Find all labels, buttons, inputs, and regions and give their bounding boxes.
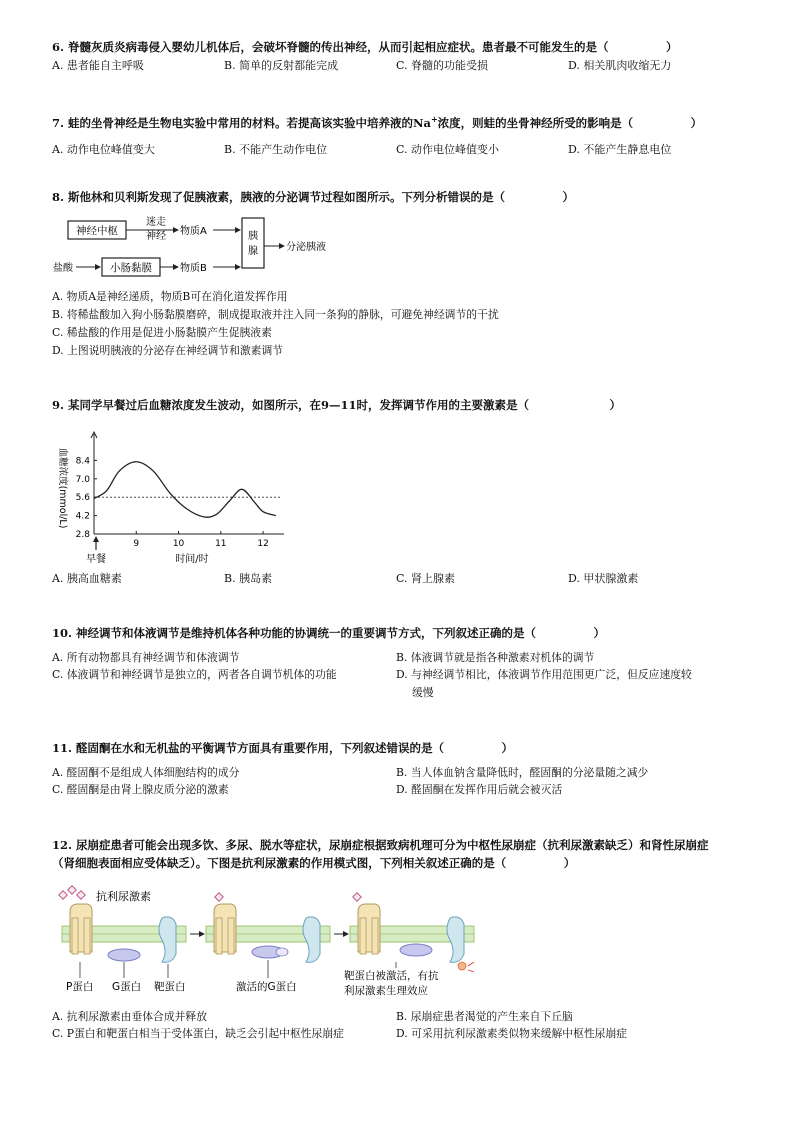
- small-intestine-label: 小肠黏膜: [110, 262, 152, 274]
- option-c: C. 肾上腺素: [396, 572, 456, 585]
- membrane-panel-1: [62, 904, 186, 978]
- vagus-label-1: 迷走: [146, 217, 166, 228]
- option-b: B. 体液调节就是指各种激素对机体的调节: [396, 651, 595, 664]
- hcl-label: 盐酸: [53, 263, 73, 274]
- option-c: C. 醛固酮是由肾上腺皮质分泌的激素: [52, 783, 229, 796]
- option-c: C. 体液调节和神经调节是独立的，两者各自调节机体的功能: [52, 668, 337, 681]
- option-d-continuation: 缓慢: [412, 686, 434, 699]
- vagus-label-2: 神经: [146, 231, 166, 242]
- question-stem: 6. 脊髓灰质炎病毒侵入婴幼儿机体后，会破坏脊髓的传出神经，从而引起相应症状。患者最不可能发生的是（ ）: [52, 40, 678, 54]
- blood-glucose-chart: [48, 428, 298, 564]
- activated-g-label: 激活的G蛋白: [236, 981, 297, 993]
- membrane-panel-3: [350, 904, 474, 972]
- substance-a-label: 物质A: [180, 226, 207, 237]
- question-8: [52, 188, 742, 206]
- adh-label: 抗利尿激素: [96, 890, 151, 903]
- option-b: B. 当人体血钠含量降低时，醛固酮的分泌量随之减少: [396, 766, 649, 779]
- option-a: A. 所有动物都具有神经调节和体液调节: [52, 651, 240, 664]
- g-protein-label: G蛋白: [112, 981, 142, 993]
- pancreas-label-1: 胰: [248, 231, 258, 242]
- question-stem: 10. 神经调节和体液调节是维持机体各种功能的协调统一的重要调节方式，下列叙述正确的是（ ）: [52, 626, 606, 640]
- x-tick-label: 12: [257, 539, 269, 549]
- option-d: D. 上图说明胰液的分泌存在神经调节和激素调节: [52, 344, 284, 357]
- option-a: A. 胰高血糖素: [52, 572, 122, 585]
- membrane-panel-2: [206, 904, 330, 978]
- option-d: D. 可采用抗利尿激素类似物来缓解中枢性尿崩症: [396, 1027, 628, 1040]
- stem-part: 7. 蛙的坐骨神经是生物电实验中常用的材料。若提高该实验中培养液的Na: [52, 115, 431, 130]
- option-b: B. 简单的反射都能完成: [224, 59, 339, 72]
- nerve-center-label: 神经中枢: [76, 225, 118, 237]
- pancreas-diagram: [50, 212, 350, 284]
- options-row: [52, 570, 742, 588]
- option-a: A. 抗利尿激素由垂体合成并释放: [52, 1010, 208, 1023]
- question-stem: 8. 斯他林和贝利斯发现了促胰液素，胰液的分泌调节过程如图所示。下列分析错误的是（ ）: [52, 190, 575, 204]
- question-9: [52, 396, 742, 414]
- question-8-options: [52, 288, 742, 360]
- activated-target-label-1: 靶蛋白被激活，有抗: [344, 970, 439, 982]
- x-tick-label: 9: [133, 539, 140, 549]
- option-a: A. 患者能自主呼吸: [52, 59, 144, 72]
- option-d: D. 与神经调节相比，体液调节作用范围更广泛，但反应速度较: [396, 668, 692, 681]
- options-row: [52, 57, 742, 75]
- option-a: A. 物质A是神经递质，物质B可在消化道发挥作用: [52, 290, 288, 303]
- y-tick-label: 2.8: [75, 530, 90, 540]
- options-grid: [52, 649, 742, 705]
- superscript: +: [430, 114, 438, 124]
- breakfast-label: 早餐: [86, 554, 106, 564]
- options-row: [52, 141, 742, 159]
- y-tick-label: 5.6: [75, 493, 90, 504]
- secrete-label: 分泌胰液: [286, 242, 326, 253]
- option-c: C. 脊髓的功能受损: [396, 59, 489, 72]
- question-stem: 11. 醛固酮在水和无机盐的平衡调节方面具有重要作用，下列叙述错误的是（ ）: [52, 741, 514, 755]
- option-c: C. 稀盐酸的作用是促进小肠黏膜产生促胰液素: [52, 326, 272, 339]
- p-protein-label: P蛋白: [66, 981, 94, 993]
- pancreas-box: [242, 218, 264, 268]
- option-b: B. 胰岛素: [224, 572, 273, 585]
- question-11: [52, 739, 742, 802]
- x-axis-label: 时间/时: [175, 554, 209, 564]
- question-6: [52, 38, 742, 75]
- options-grid: [52, 764, 742, 802]
- option-b: B. 不能产生动作电位: [224, 142, 328, 156]
- option-b: B. 将稀盐酸加入狗小肠黏膜磨碎，制成提取液并注入同一条狗的静脉，可避免神经调节的干扰: [52, 308, 499, 321]
- y-axis-label: 血糖浓度(mmol/L): [57, 447, 68, 529]
- y-tick-label: 8.4: [75, 456, 90, 467]
- option-d: D. 相关肌肉收缩无力: [568, 59, 672, 72]
- target-protein-label: 靶蛋白: [154, 981, 186, 993]
- question-stem: [52, 110, 742, 132]
- option-b: B. 尿崩症患者渴觉的产生来自下丘脑: [396, 1010, 573, 1023]
- x-tick-label: 10: [172, 539, 185, 549]
- option-a: A. 动作电位峰值变大: [52, 142, 155, 156]
- y-tick-label: 4.2: [75, 511, 90, 522]
- question-12: [52, 836, 742, 872]
- option-d: D. 醛固酮在发挥作用后就会被灭活: [396, 783, 563, 796]
- question-stem: 9. 某同学早餐过后血糖浓度发生波动，如图所示，在9—11时，发挥调节作用的主要激素是（ ）: [52, 398, 622, 412]
- option-d: D. 不能产生静息电位: [568, 142, 672, 156]
- option-a: A. 醛固酮不是组成人体细胞结构的成分: [52, 766, 240, 779]
- stem-part: 浓度，则蛙的坐骨神经所受的影响是（ ）: [437, 115, 703, 130]
- options-grid: [52, 1008, 742, 1046]
- question-stem-line-2: （肾细胞表面相应受体缺乏）。下图是抗利尿激素的作用模式图，下列相关叙述正确的是（ ）: [52, 856, 576, 870]
- question-10: [52, 624, 742, 705]
- question-12-options: [52, 1008, 742, 1046]
- question-7: [52, 110, 742, 159]
- breakfast-arrowhead: [93, 536, 99, 542]
- option-c: C. 动作电位峰值变小: [396, 142, 500, 156]
- substance-b-label: 物质B: [180, 263, 207, 274]
- pancreas-label-2: 腺: [248, 246, 258, 257]
- question-9-options: [52, 570, 742, 588]
- question-stem-line-1: 12. 尿崩症患者可能会出现多饮、多尿、脱水等症状，尿崩症根据致病机理可分为中枢性尿崩症（抗利尿激素缺乏）和肾性尿崩症: [52, 838, 709, 852]
- activated-target-label-2: 利尿激素生理效应: [344, 985, 428, 997]
- adh-mechanism-diagram: [56, 882, 486, 1002]
- option-c: C. P蛋白和靶蛋白相当于受体蛋白，缺乏会引起中枢性尿崩症: [52, 1027, 344, 1040]
- y-tick-label: 7.0: [75, 474, 90, 485]
- x-tick-label: 11: [215, 539, 227, 549]
- option-d: D. 甲状腺激素: [568, 572, 639, 585]
- glucose-curve: [94, 462, 276, 518]
